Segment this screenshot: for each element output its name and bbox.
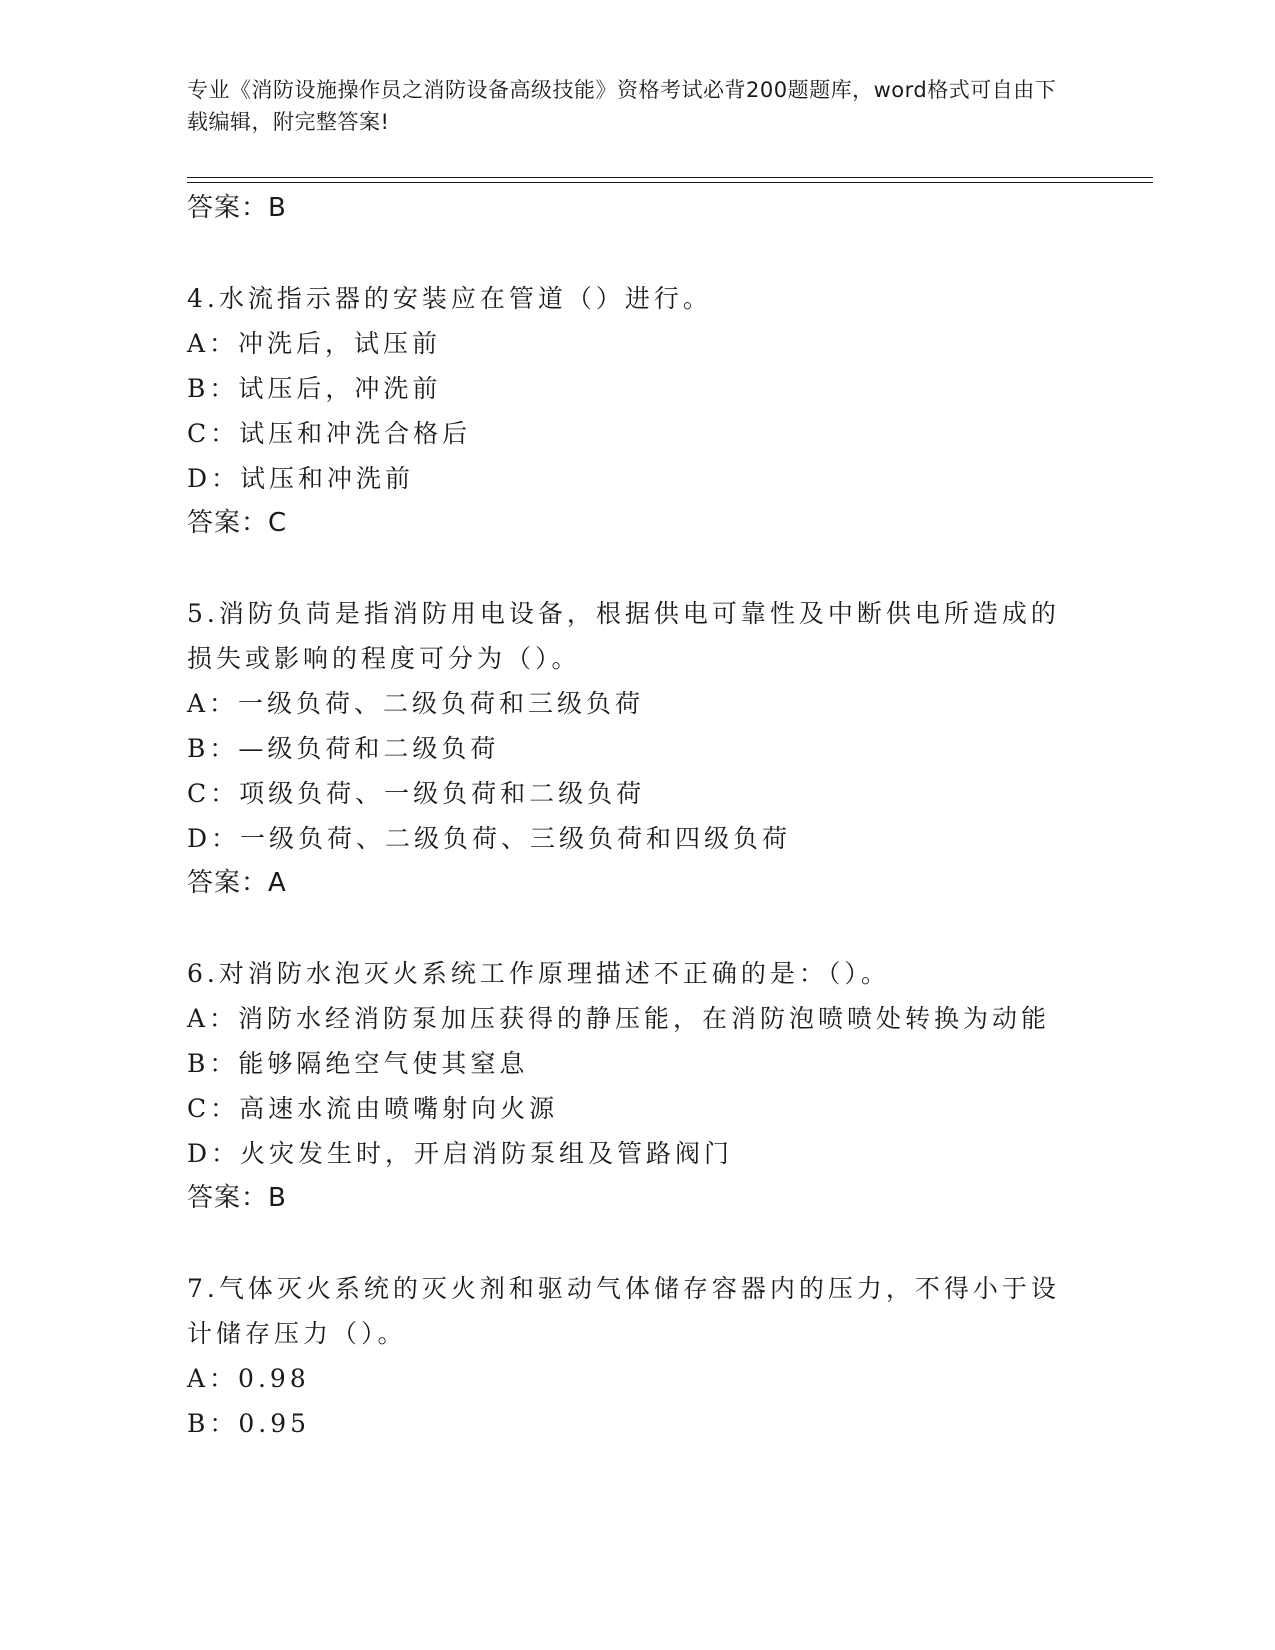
question-4-answer: 答案：C <box>187 508 288 538</box>
question-4-option-d: D：试压和冲洗前 <box>187 464 415 493</box>
question-7-option-b: B：0.95 <box>187 1409 311 1438</box>
question-5-answer: 答案：A <box>187 868 287 898</box>
answer-previous: 答案：B <box>187 193 287 223</box>
question-6-option-c: C：高速水流由喷嘴射向火源 <box>187 1094 559 1123</box>
question-4-text: 4.水流指示器的安装应在管道（）进行。 <box>187 284 712 313</box>
question-4-option-a: A：冲洗后，试压前 <box>187 329 442 358</box>
question-6-option-b: B：能够隔绝空气使其窒息 <box>187 1049 529 1078</box>
question-5-option-b: B：—级负荷和二级负荷 <box>187 734 500 763</box>
question-6-text: 6.对消防水泡灭火系统工作原理描述不正确的是：（）。 <box>187 959 890 988</box>
question-7-text-line-1: 7.气体灭火系统的灭火剂和驱动气体储存容器内的压力，不得小于设 <box>187 1274 1060 1303</box>
question-7-text-line-2: 计储存压力（）。 <box>187 1319 407 1348</box>
question-6-answer: 答案：B <box>187 1183 287 1213</box>
page-header: 专业《消防设施操作员之消防设备高级技能》资格考试必背200题题库，word格式可自由下载编辑，附完整答案! <box>187 78 1057 134</box>
header-rule-top <box>187 177 1153 178</box>
header-rule-bottom <box>187 182 1153 183</box>
question-5-option-d: D：一级负荷、二级负荷、三级负荷和四级负荷 <box>187 824 792 853</box>
question-4-option-c: C：试压和冲洗合格后 <box>187 419 472 448</box>
question-4-option-b: B：试压后，冲洗前 <box>187 374 442 403</box>
question-5-option-a: A：一级负荷、二级负荷和三级负荷 <box>187 689 645 718</box>
question-7-option-a: A：0.98 <box>187 1364 310 1393</box>
question-5-option-c: C：项级负荷、一级负荷和二级负荷 <box>187 779 646 808</box>
question-5-text-line-1: 5.消防负苘是指消防用电设备，根据供电可靠性及中断供电所造成的 <box>187 599 1060 628</box>
question-6-option-d: D：火灾发生时，开启消防泵组及管路阀门 <box>187 1139 734 1168</box>
question-5-text-line-2: 损失或影响的程度可分为（）。 <box>187 644 581 673</box>
question-6-option-a: A：消防水经消防泵加压获得的静压能，在消防泡喷喷处转换为动能 <box>187 1004 1051 1033</box>
